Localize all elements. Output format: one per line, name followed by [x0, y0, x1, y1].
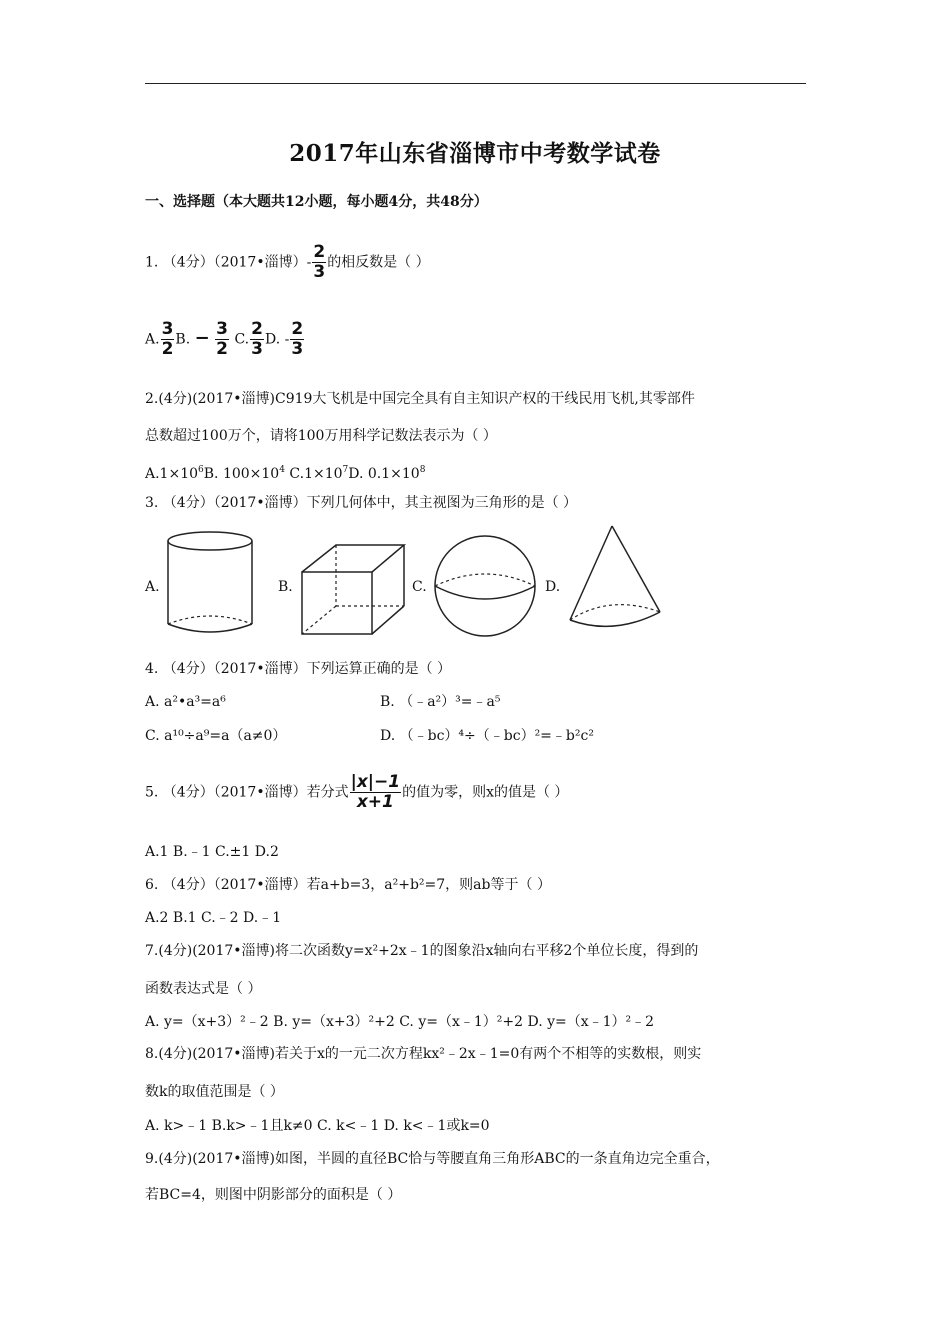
- exponent: 4: [279, 465, 285, 475]
- option-a: A.1×10: [145, 466, 199, 482]
- question-3-option-c-label: C.: [412, 579, 427, 595]
- question-4: 4. （4分）（2017•淄博）下列运算正确的是（ ）: [145, 661, 452, 677]
- option-a-fraction: [161, 321, 175, 358]
- option-b-fraction: [215, 321, 229, 358]
- question-4-option-b: B. （﹣a²）³=﹣a⁵: [380, 694, 501, 710]
- fraction-denominator: 3: [251, 339, 263, 359]
- question-1-fraction: [312, 244, 326, 281]
- question-4-option-a: A. a²•a³=a⁶: [145, 694, 226, 710]
- section-heading: 一、选择题（本大题共12小题，每小题4分，共48分）: [145, 194, 488, 210]
- header-rule: [145, 83, 806, 84]
- question-4-option-d: D. （﹣bc）⁴÷（﹣bc）²=﹣b²c²: [380, 728, 594, 744]
- cube-figure: [298, 542, 408, 638]
- option-b-label: B.: [175, 331, 191, 348]
- option-d-fraction: [290, 321, 304, 358]
- exponent: 6: [198, 465, 204, 475]
- fraction-numerator: 2: [313, 242, 326, 262]
- question-6: 6. （4分）（2017•淄博）若a+b=3，a²+b²=7，则ab等于（ ）: [145, 877, 551, 893]
- question-7-line-2: 函数表达式是（ ）: [145, 981, 262, 997]
- option-d-label: D. -: [264, 331, 290, 348]
- fraction-denominator: x+1: [356, 792, 394, 812]
- fraction-numerator: 2: [291, 319, 304, 339]
- sphere-figure: [430, 530, 540, 642]
- question-1-options: [145, 321, 305, 358]
- question-5: [145, 774, 568, 811]
- question-8-line-1: 8.(4分)(2017•淄博)若关于x的一元二次方程kx²﹣2x﹣1=0有两个不相等的实数根，则实: [145, 1046, 702, 1062]
- option-c-label: C.: [234, 331, 250, 348]
- fraction-numerator: |x|−1: [350, 772, 401, 792]
- fraction-denominator: 3: [313, 262, 326, 282]
- question-6-options: A.2 B.1 C.﹣2 D.﹣1: [145, 910, 282, 926]
- question-7-line-1: 7.(4分)(2017•淄博)将二次函数y=x²+2x﹣1的图象沿x轴向右平移2个单位长度，得到的: [145, 943, 699, 959]
- question-1-minus: -: [306, 254, 312, 271]
- option-a-label: A.: [145, 331, 160, 348]
- question-3: 3. （4分）（2017•淄博）下列几何体中，其主视图为三角形的是（ ）: [145, 495, 578, 511]
- cone-figure: [564, 522, 668, 636]
- cylinder-figure: [163, 528, 259, 640]
- question-3-option-b-label: B.: [278, 579, 293, 595]
- question-3-option-d-label: D.: [545, 579, 561, 595]
- question-5-prefix: 5. （4分）（2017•淄博）若分式: [145, 784, 349, 801]
- question-1-suffix: 的相反数是（ ）: [327, 254, 430, 271]
- option-d: D. 0.1×10: [348, 466, 420, 482]
- option-c: C.1×10: [284, 466, 343, 482]
- question-2-options: [145, 460, 425, 484]
- fraction-denominator: 2: [216, 339, 228, 359]
- fraction-numerator: 2: [251, 319, 263, 339]
- question-5-suffix: 的值为零，则x的值是（ ）: [402, 784, 569, 801]
- exponent: 7: [342, 465, 349, 475]
- question-1: [145, 244, 430, 281]
- option-b: B. 100×10: [203, 466, 280, 482]
- fraction-denominator: 2: [161, 339, 174, 359]
- question-8-line-2: 数k的取值范围是（ ）: [145, 1084, 284, 1100]
- option-b-minus: −: [194, 327, 210, 349]
- page-title: 2017年山东省淄博市中考数学试卷: [289, 140, 661, 167]
- fraction-numerator: 3: [161, 319, 174, 339]
- question-4-option-c: C. a¹⁰÷a⁹=a（a≠0）: [145, 728, 287, 744]
- option-c-fraction: [250, 321, 264, 358]
- question-2-line-2: 总数超过100万个，请将100万用科学记数法表示为（ ）: [145, 428, 497, 444]
- question-1-prefix: 1. （4分）（2017•淄博）: [145, 254, 307, 271]
- question-9-line-1: 9.(4分)(2017•淄博)如图，半圆的直径BC恰与等腰直角三角形ABC的一条直角边完全重合，: [145, 1151, 720, 1167]
- fraction-numerator: 3: [216, 319, 228, 339]
- question-5-fraction: [350, 774, 401, 811]
- question-9-line-2: 若BC=4，则图中阴影部分的面积是（ ）: [145, 1187, 402, 1203]
- exponent: 8: [419, 465, 426, 475]
- question-3-option-a-label: A.: [145, 579, 160, 595]
- question-7-options: A. y=（x+3）²﹣2 B. y=（x+3）²+2 C. y=（x﹣1）²+2 D. y=（x﹣1）²﹣2: [145, 1014, 655, 1030]
- question-8-options: A. k>﹣1 B.k>﹣1且k≠0 C. k<﹣1 D. k<﹣1或k=0: [145, 1118, 490, 1134]
- fraction-denominator: 3: [291, 339, 304, 359]
- question-2-line-1: 2.(4分)(2017•淄博)C919大飞机是中国完全具有自主知识产权的干线民用飞机,其零部件: [145, 391, 695, 407]
- question-5-options: A.1 B.﹣1 C.±1 D.2: [145, 844, 279, 860]
